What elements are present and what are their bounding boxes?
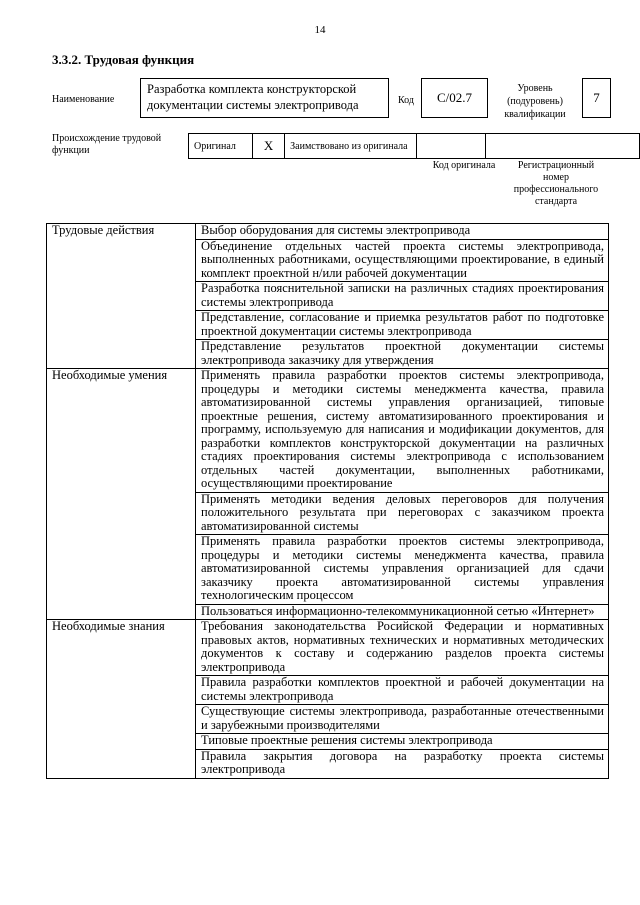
list-item: Представление, согласование и приемка результатов работ по подготовке проектной документации системы электропривода (196, 311, 609, 340)
list-item: Применять правила разработки проектов системы электропривода, процедуры и методики системы менеджмента качества, правила автоматизированной системы управления организацией, типовые проектные решения, систему автоматизированного проектирования и программу, используемую для написания и модификации документов, для разработки комплектов конструкторской документации на различных стадиях проектирования системы электропривода с использованием отдельных частей документации, выполненных работниками, осуществляющими проектирование (196, 369, 609, 493)
list-item: Типовые проектные решения системы электропривода (196, 734, 609, 750)
section-title-knowledge: Необходимые знания (47, 620, 196, 779)
level-value: 7 (582, 78, 611, 118)
list-item: Представление результатов проектной документации системы электропривода заказчику для утверждения (196, 340, 609, 369)
list-item: Пользоваться информационно-телекоммуникационной сетью «Интернет» (196, 604, 609, 620)
labor-function-table (46, 223, 609, 779)
page-number: 14 (314, 24, 326, 36)
function-name: Разработка комплекта конструкторской документации системы электропривода (140, 78, 389, 118)
list-item: Объединение отдельных частей проекта системы электропривода, выполненных работниками, осуществляющими проектирование, в единый комплект проектной н/или рабочей документации (196, 239, 609, 282)
section-title-skills: Необходимые умения (47, 369, 196, 620)
list-item: Применять методики ведения деловых переговоров для получения положительного результата при переговорах с заказчиком проекта автоматизированной системы (196, 492, 609, 535)
list-item: Выбор оборудования для системы электропривода (196, 224, 609, 240)
origin-borrowed: Заимствовано из оригинала (285, 134, 417, 159)
code-value: C/02.7 (421, 78, 488, 118)
list-item: Требования законодательства Росийской Федерации и нормативных правовых актов, нормативных технических и нормативных методических документов к составу и содержанию разделов проекта системы электропривода (196, 620, 609, 676)
table-row (47, 224, 609, 240)
section-title: 3.3.2. Трудовая функция (52, 52, 195, 67)
code-label: Код (398, 95, 414, 106)
list-item: Правила закрытия договора на разработку проекта системы электропривода (196, 749, 609, 778)
list-item: Существующие системы электропривода, разработанные отечественными и зарубежными производителями (196, 705, 609, 734)
origin-label: Происхождение трудовой функции (52, 133, 162, 156)
list-item: Применять правила разработки проектов системы электропривода, процедуры и методики системы менеджмента качества, правила автоматизированной системы управления организацией для сдачи заказчику проекта автоматизированной системы управления технологическим процессом (196, 535, 609, 605)
level-label: Уровень (подуровень) квалификации (504, 83, 566, 120)
reg-number-label: Регистрационный номер профессионального стандарта (513, 160, 599, 207)
table-row (47, 369, 609, 493)
table-row (47, 620, 609, 676)
origin-table (188, 133, 640, 159)
name-label: Наименование (52, 94, 115, 105)
list-item: Правила разработки комплектов проектной и рабочей документации на системы электропривода (196, 676, 609, 705)
origin-mark: X (253, 134, 285, 159)
code-original-label: Код оригинала (432, 160, 496, 171)
origin-code-cell (417, 134, 486, 159)
origin-original: Оригинал (189, 134, 253, 159)
list-item: Разработка пояснительной записки на различных стадиях проектирования системы электропривода (196, 282, 609, 311)
origin-reg-cell (486, 134, 640, 159)
section-title-actions: Трудовые действия (47, 224, 196, 369)
